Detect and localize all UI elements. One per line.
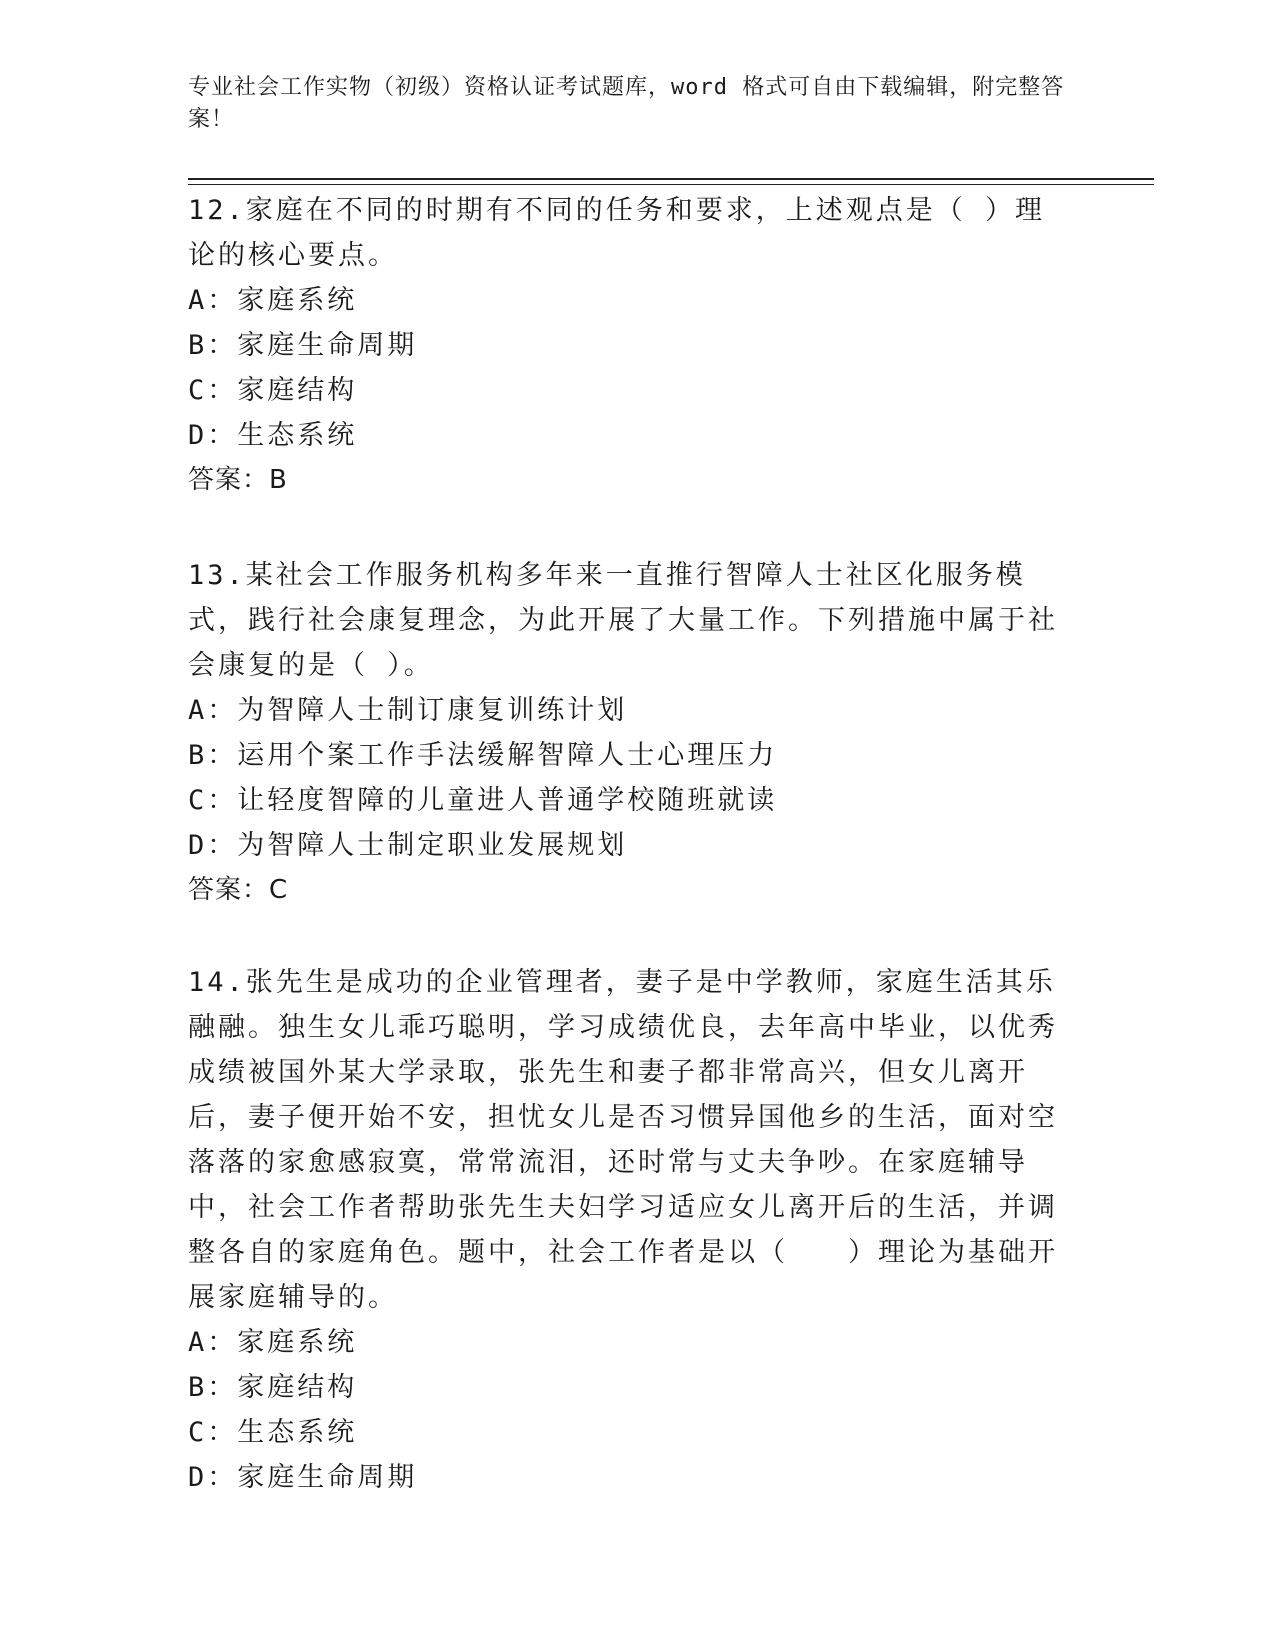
question-stem: 13.某社会工作服务机构多年来一直推行智障人士社区化服务模式，践行社会康复理念，为此开展了大量工作。下列措施中属于社会康复的是（ ）。 [188, 560, 1058, 681]
page-header: 专业社会工作实物（初级）资格认证考试题库，word 格式可自由下载编辑，附完整答案！ [188, 75, 1065, 132]
option-d: D：家庭生命周期 [188, 1462, 418, 1493]
question-stem: 12.家庭在不同的时期有不同的任务和要求，上述观点是（ ）理论的核心要点。 [188, 195, 1046, 271]
question-12 [188, 188, 1068, 503]
option-a: A：为智障人士制订康复训练计划 [188, 695, 628, 726]
option-a: A：家庭系统 [188, 1327, 358, 1358]
option-a: A：家庭系统 [188, 285, 358, 316]
question-stem: 14.张先生是成功的企业管理者，妻子是中学教师，家庭生活其乐融融。独生女儿乖巧聪明，学习成绩优良，去年高中毕业，以优秀成绩被国外某大学录取，张先生和妻子都非常高兴，但女儿离开后，妻子便开始不安，担忧女儿是否习惯异国他乡的生活，面对空落落的家愈感寂寞，常常流泪，还时常与丈夫争吵。在家庭辅导中，社会工作者帮助张先生夫妇学习适应女儿离开后的生活，并调整各自的家庭角色。题中，社会工作者是以（ ）理论为基础开展家庭辅导的。 [188, 967, 1058, 1313]
answer-line: 答案：B [188, 465, 288, 495]
answer-line: 答案：C [188, 875, 289, 905]
option-b: B：家庭结构 [188, 1372, 358, 1403]
option-c: C：家庭结构 [188, 375, 358, 406]
option-d: D：为智障人士制定职业发展规划 [188, 830, 628, 861]
option-b: B：家庭生命周期 [188, 330, 418, 361]
header-rule-thin [188, 184, 1154, 185]
option-c: C：让轻度智障的儿童进人普通学校随班就读 [188, 785, 778, 816]
question-13 [188, 553, 1068, 913]
option-c: C：生态系统 [188, 1417, 358, 1448]
header-rule-thick [188, 178, 1154, 180]
option-d: D：生态系统 [188, 420, 358, 451]
option-b: B：运用个案工作手法缓解智障人士心理压力 [188, 740, 778, 771]
question-14 [188, 960, 1068, 1500]
